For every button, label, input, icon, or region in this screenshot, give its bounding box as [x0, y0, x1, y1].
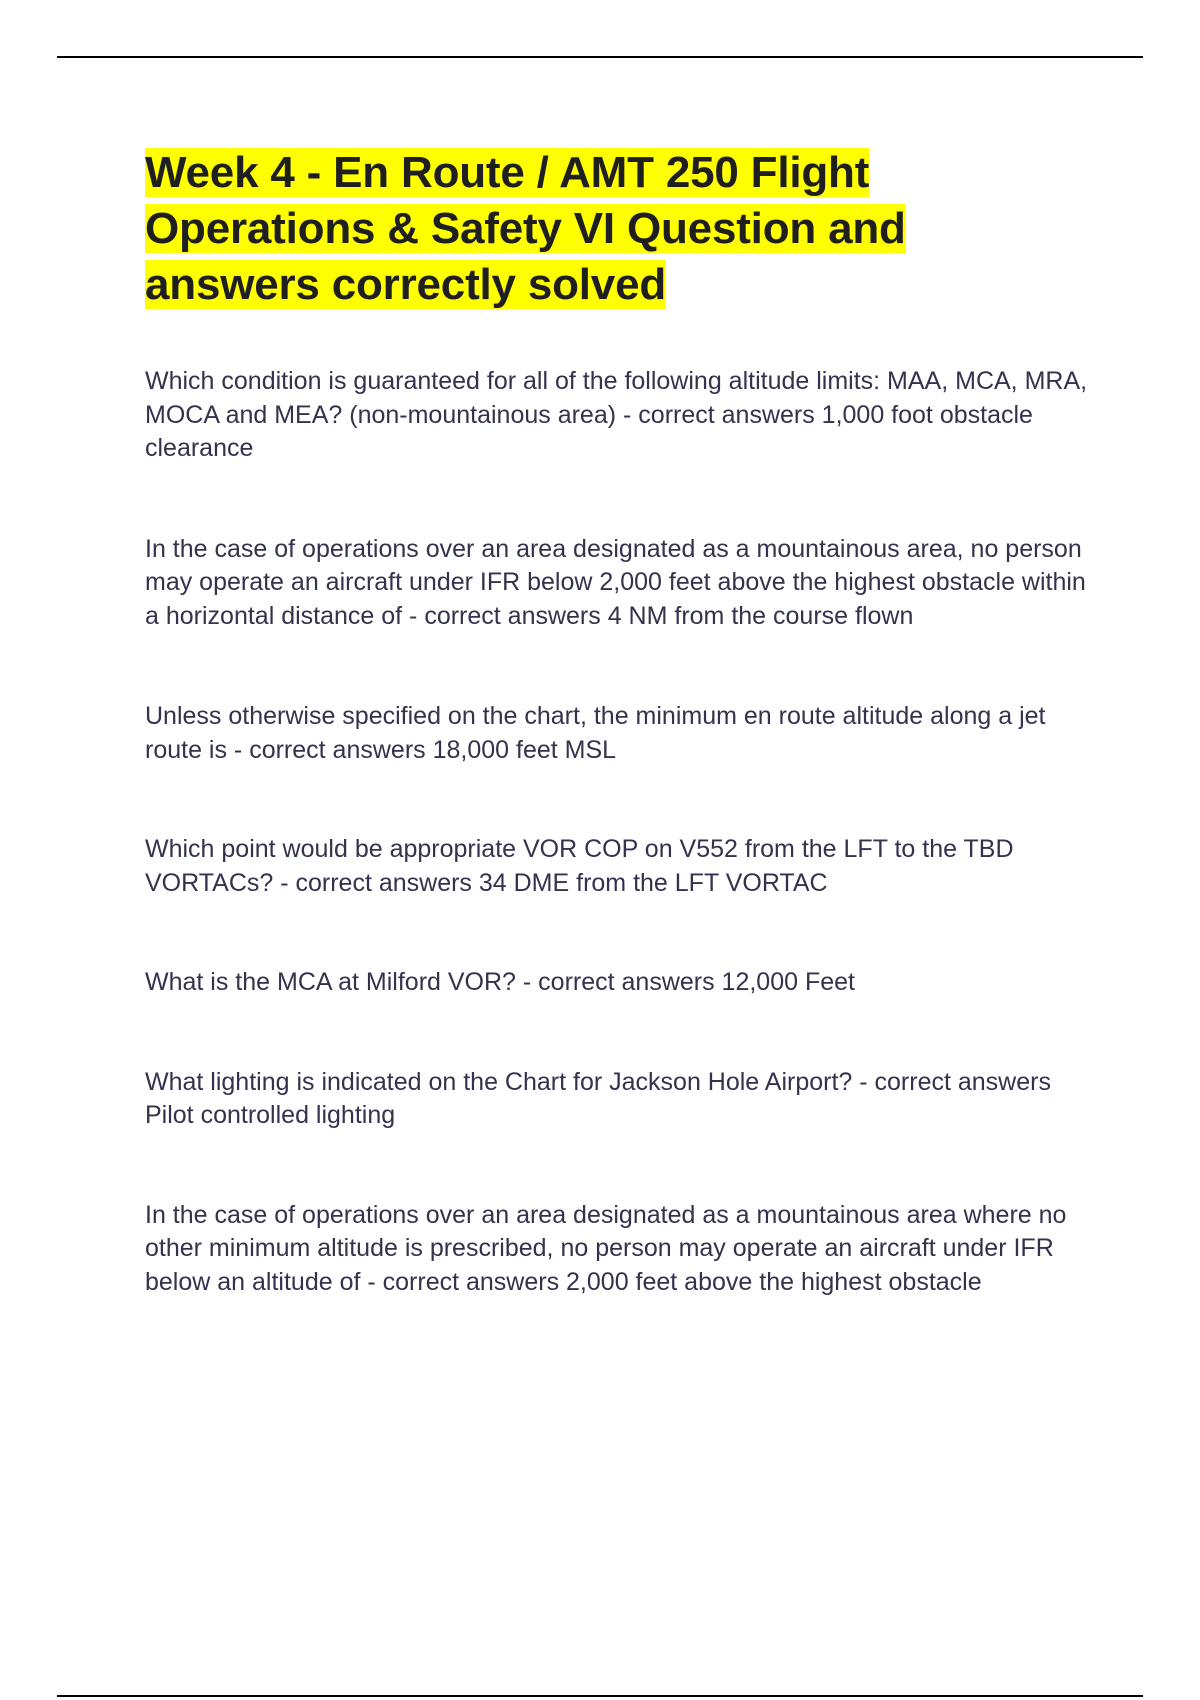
- bottom-rule: [57, 1695, 1143, 1697]
- qa-item: What is the MCA at Milford VOR? - correct answers 12,000 Feet: [145, 968, 855, 996]
- qa-item: Which condition is guaranteed for all of the following altitude limits: MAA, MCA, MRA, MOCA and MEA? (non-mountainous area) - correct answers 1,000 foot obstacle clearance: [145, 367, 1088, 462]
- qa-item: In the case of operations over an area designated as a mountainous area, no person may operate an aircraft under IFR below 2,000 feet above the highest obstacle within a horizontal distance of - correct answers 4 NM from the course flown: [145, 534, 1086, 630]
- top-rule: [57, 56, 1143, 58]
- document-title-text: Week 4 - En Route / AMT 250 Flight Operations & Safety VI Question and answers correctly solved: [145, 148, 906, 309]
- qa-item: Which point would be appropriate VOR COP on V552 from the LFT to the TBD VORTACs? - correct answers 34 DME from the LFT VORTAC: [145, 835, 1014, 897]
- document-title: [145, 145, 1090, 313]
- qa-item: In the case of operations over an area designated as a mountainous area where no other minimum altitude is prescribed, no person may operate an aircraft under IFR below an altitude of - correct answers 2,000 feet above the highest obstacle: [145, 1200, 1067, 1296]
- qa-item: Unless otherwise specified on the chart, the minimum en route altitude along a jet route is - correct answers 18,000 feet MSL: [145, 702, 1046, 764]
- qa-item: What lighting is indicated on the Chart for Jackson Hole Airport? - correct answers Pilot controlled lighting: [145, 1067, 1051, 1129]
- document-body: [145, 145, 1090, 1299]
